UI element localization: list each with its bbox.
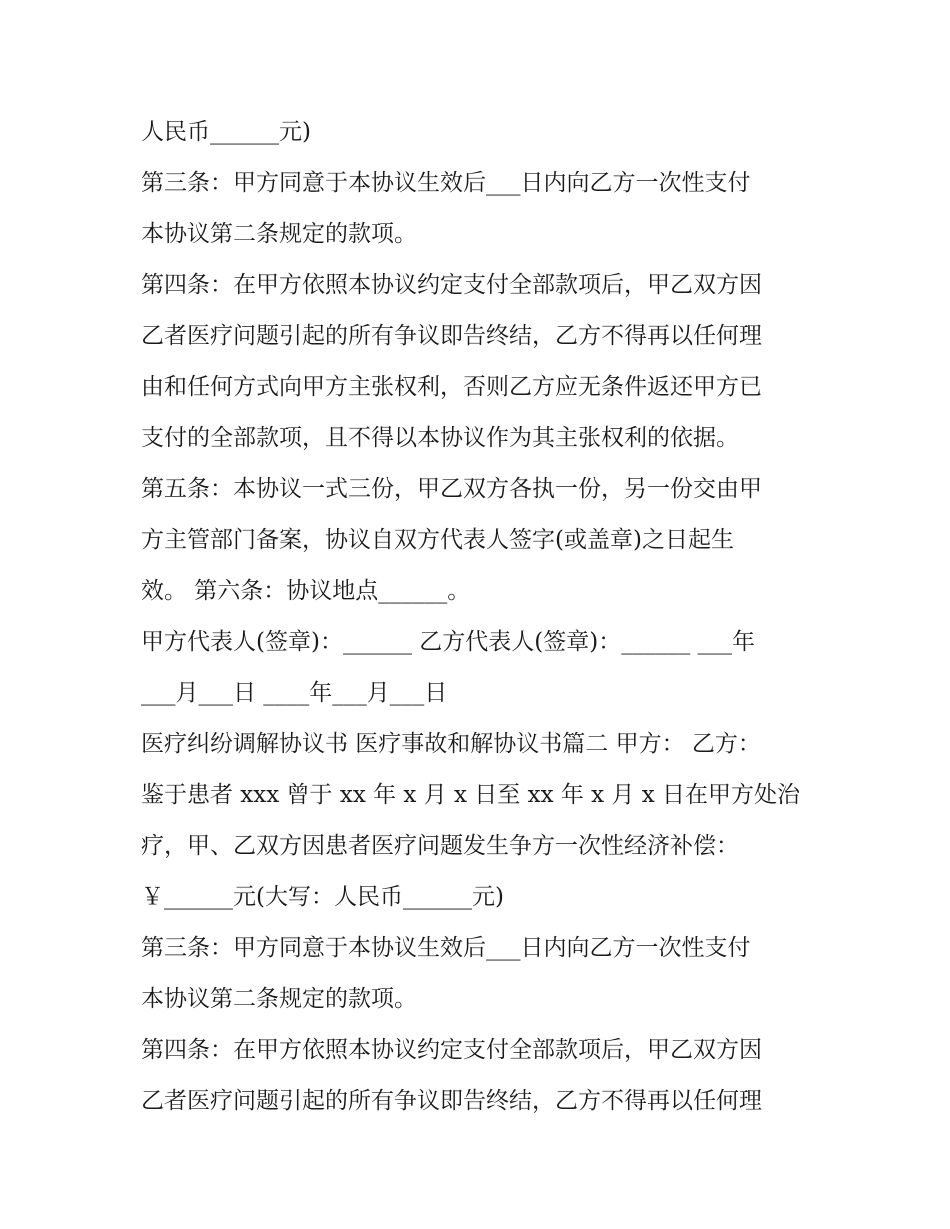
text-line: 疗，甲、乙双方因患者医疗问题发生争方一次性经济补偿： (141, 833, 739, 859)
text-line: 本协议第二条规定的款项。 (141, 986, 417, 1012)
text-line: 第五条：本协议一式三份，甲乙双方各执一份，另一份交由甲 (141, 476, 762, 502)
text-line: ￥______元(大写：人民币______元) (141, 884, 504, 910)
text-line: 第四条：在甲方依照本协议约定支付全部款项后，甲乙双方因 (141, 1037, 762, 1063)
text-line: 甲方代表人(签章)：______ 乙方代表人(签章)：______ ___年 (141, 629, 756, 655)
text-line: 效。 第六条：协议地点______。 (141, 578, 471, 604)
text-line: 支付的全部款项，且不得以本协议作为其主张权利的依据。 (141, 425, 739, 451)
text-line: 由和任何方式向甲方主张权利，否则乙方应无条件返还甲方已 (141, 374, 762, 400)
text-line: 第三条：甲方同意于本协议生效后___日内向乙方一次性支付 (141, 170, 751, 196)
document-body (141, 107, 821, 1127)
text-line: 乙者医疗问题引起的所有争议即告终结，乙方不得再以任何理 (141, 1088, 762, 1114)
text-line: 鉴于患者 xxx 曾于 xx 年 x 月 x 日至 xx 年 x 月 x 日在甲方处治 (141, 782, 801, 808)
text-line: 乙者医疗问题引起的所有争议即告终结，乙方不得再以任何理 (141, 323, 762, 349)
text-line: 第三条：甲方同意于本协议生效后___日内向乙方一次性支付 (141, 935, 751, 961)
text-line: 第四条：在甲方依照本协议约定支付全部款项后，甲乙双方因 (141, 272, 762, 298)
text-line: 方主管部门备案，协议自双方代表人签字(或盖章)之日起生 (141, 527, 734, 553)
text-line: 人民币______元) (141, 119, 311, 145)
text-line: ___月___日 ____年___月___日 (141, 680, 448, 706)
text-line: 医疗纠纷调解协议书 医疗事故和解协议书篇二 甲方： 乙方： (141, 731, 761, 757)
text-line: 本协议第二条规定的款项。 (141, 221, 417, 247)
